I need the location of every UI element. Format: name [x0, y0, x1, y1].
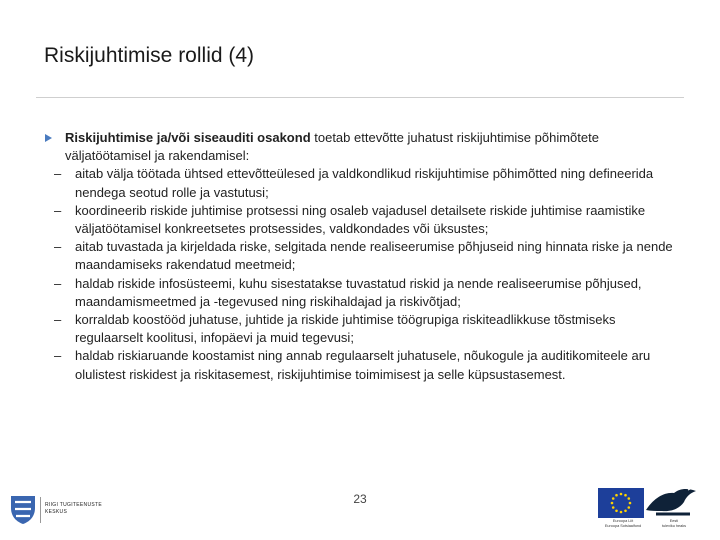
- dash-marker: –: [54, 312, 62, 328]
- rtk-logo-line2: KESKUS: [45, 509, 68, 515]
- slide-title: Riskijuhtimise rollid (4): [44, 44, 255, 67]
- estonian-crest-icon: [10, 495, 36, 525]
- page-number: 23: [353, 492, 367, 506]
- slide-body: [44, 129, 684, 384]
- dash-marker: –: [54, 348, 62, 364]
- list-item-text: koordineerib riskide juhtimise protsessi ning osaleb vajadusel detailsete riskide juhtimise raamistike väljatöötamisel konkreetsetes protsessides, valdkondades või üksustes;: [75, 202, 646, 237]
- list-item-text: haldab riskide infosüsteemi, kuhu sisestatakse tuvastatud riskid ja nende realiseerumise põhjused, maandamismeetmed ja -tegevused ning riskihaldajad ja riskivõtjad;: [75, 275, 642, 309]
- title-divider: [36, 97, 684, 98]
- swallow-caption: [652, 519, 696, 528]
- logo-divider: [40, 497, 41, 523]
- eu-flag-icon: [598, 488, 644, 518]
- list-item: [54, 165, 684, 201]
- list-item-text: aitab tuvastada ja kirjeldada riske, selgitada nende realiseerumise põhjuseid ning hinnata riske ja nende maandamiseks rakendatud meetmeid;: [75, 239, 673, 273]
- eu-caption: [594, 519, 652, 528]
- list-item: [54, 347, 684, 383]
- lead-text: toetab ettevõtte juhatust riskijuhtimise põhimõtete väljatöötamisel ja rakendamisel:: [65, 130, 599, 164]
- list-item: [54, 202, 684, 238]
- rtk-logo-text: [45, 502, 120, 516]
- dash-marker: –: [54, 202, 62, 218]
- swallow-icon: [644, 484, 698, 518]
- main-bullet: [44, 129, 684, 165]
- eu-caption-line2: Euroopa Sotsiaalfond: [604, 523, 642, 528]
- triangle-bullet-icon: [45, 134, 52, 142]
- dash-marker: –: [54, 239, 62, 255]
- eu-caption-line1: Euroopa Liit: [612, 519, 634, 523]
- lead-bold-text: Riskijuhtimise ja/või siseauditi osakond: [65, 130, 311, 145]
- sub-bullet-list: [44, 165, 684, 383]
- dash-marker: –: [54, 275, 62, 291]
- swallow-caption-line2: tuleviku heaks: [661, 523, 687, 528]
- list-item: [54, 311, 684, 347]
- rtk-logo: [10, 495, 120, 525]
- swallow-caption-line1: Eesti: [669, 519, 679, 523]
- rtk-logo-line1: RIIGI TUGITEENUSTE: [45, 502, 102, 508]
- list-item: [54, 275, 684, 311]
- list-item-text: haldab riskiaruande koostamist ning annab regulaarselt juhatusele, nõukogule ja auditikomiteele aru olulistest riskidest ja riskitasemest, riskijuhtimise toimimisest ja selle küpsustasemest.: [75, 348, 651, 382]
- list-item: [54, 238, 684, 274]
- list-item-text: korraldab koostööd juhatuse, juhtide ja riskide juhtimise töögrupiga riskiteadlikkuse tõstmiseks regulaarselt koolitusi, infopäevi ja muid tegevusi;: [75, 312, 616, 346]
- dash-marker: –: [54, 166, 62, 182]
- list-item-text: aitab välja töötada ühtsed ettevõtteülesed ja valdkondlikud riskijuhtimise põhimõtted ning defineerida nendega seotud rolle ja vastutusi;: [75, 166, 654, 200]
